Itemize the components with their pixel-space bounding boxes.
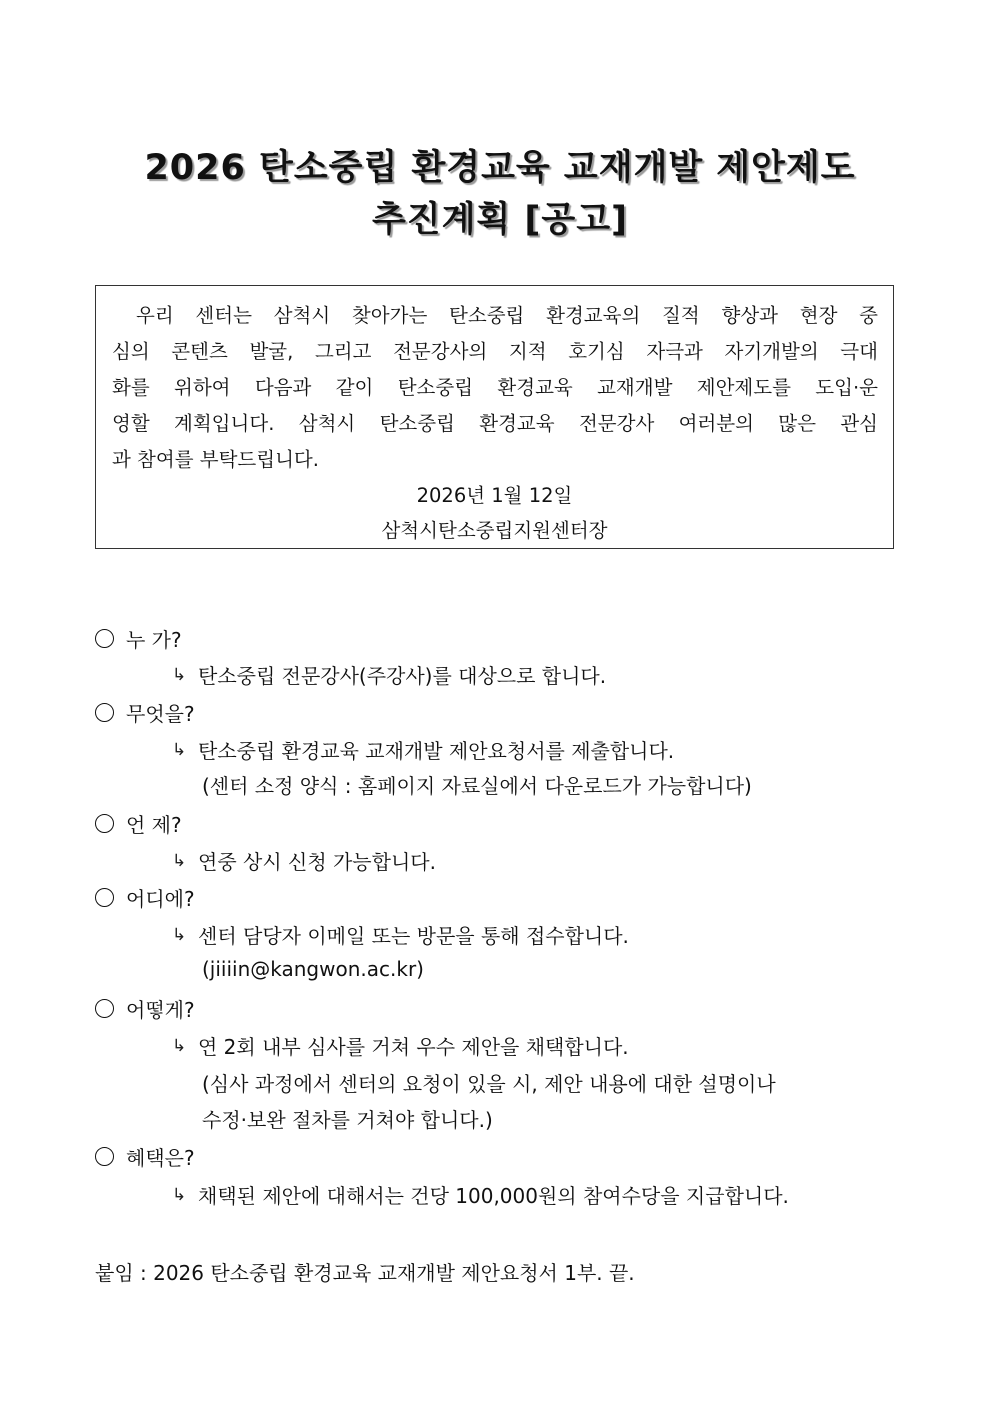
- question-who: [95, 624, 182, 653]
- question-label: 누 가?: [126, 628, 182, 652]
- curved-arrow-icon: ↳: [172, 1184, 187, 1205]
- answer-where: [172, 920, 629, 949]
- answer-how: [172, 1031, 629, 1060]
- answer-text: 채택된 제안에 대해서는 건당 100,000원의 참여수당을 지급합니다.: [198, 1184, 789, 1208]
- circle-bullet-icon: [95, 629, 114, 648]
- contact-email: (jiiiin@kangwon.ac.kr): [202, 957, 424, 981]
- notice-box: [95, 285, 894, 549]
- notice-signer: 삼척시탄소중립지원센터장: [381, 519, 608, 542]
- question-what: [95, 698, 195, 727]
- answer-when: [172, 846, 436, 875]
- answer-who: [172, 660, 606, 689]
- question-benefit: [95, 1142, 195, 1171]
- notice-line-3: 화를 위하여 다음과 같이 탄소중립 환경교육 교재개발 제안제도를 도입·운: [112, 376, 878, 399]
- document-title-line2: 추진계획 [공고]: [371, 200, 629, 240]
- circle-bullet-icon: [95, 814, 114, 833]
- notice-line-1: 우리 센터는 삼척시 찾아가는 탄소중립 환경교육의 질적 향상과 현장 중: [136, 304, 878, 327]
- circle-bullet-icon: [95, 999, 114, 1018]
- circle-bullet-icon: [95, 1147, 114, 1166]
- notice-line-5: 과 참여를 부탁드립니다.: [112, 448, 319, 471]
- answer-what: [172, 735, 674, 764]
- question-label: 어떻게?: [126, 998, 195, 1022]
- answer-text: 탄소중립 전문강사(주강사)를 대상으로 합니다.: [198, 664, 607, 688]
- question-label: 혜택은?: [126, 1146, 195, 1170]
- question-label: 어디에?: [126, 887, 195, 911]
- notice-line-4: 영할 계획입니다. 삼척시 탄소중립 환경교육 전문강사 여러분의 많은 관심: [112, 412, 878, 435]
- answer-benefit: [172, 1180, 789, 1209]
- answer-text: 연 2회 내부 심사를 거쳐 우수 제안을 채택합니다.: [198, 1035, 629, 1059]
- answer-text: 연중 상시 신청 가능합니다.: [198, 850, 436, 874]
- document-title-line1: 2026 탄소중립 환경교육 교재개발 제안제도: [144, 148, 856, 188]
- attachment-note: 붙임 : 2026 탄소중립 환경교육 교재개발 제안요청서 1부. 끝.: [95, 1261, 635, 1285]
- answer-text: 탄소중립 환경교육 교재개발 제안요청서를 제출합니다.: [198, 739, 675, 763]
- curved-arrow-icon: ↳: [172, 739, 187, 760]
- curved-arrow-icon: ↳: [172, 924, 187, 945]
- curved-arrow-icon: ↳: [172, 664, 187, 685]
- curved-arrow-icon: ↳: [172, 1035, 187, 1056]
- question-label: 언 제?: [126, 813, 182, 837]
- curved-arrow-icon: ↳: [172, 850, 187, 871]
- notice-line-2: 심의 콘텐츠 발굴, 그리고 전문강사의 지적 호기심 자극과 자기개발의 극대: [112, 340, 878, 363]
- question-how: [95, 994, 195, 1023]
- question-label: 무엇을?: [126, 702, 195, 726]
- answer-what-note: (센터 소정 양식 : 홈페이지 자료실에서 다운로드가 가능합니다): [202, 774, 752, 798]
- question-when: [95, 809, 182, 838]
- notice-date: 2026년 1월 12일: [416, 484, 573, 507]
- circle-bullet-icon: [95, 888, 114, 907]
- answer-text: 센터 담당자 이메일 또는 방문을 통해 접수합니다.: [198, 924, 629, 948]
- answer-how-note-1: (심사 과정에서 센터의 요청이 있을 시, 제안 내용에 대한 설명이나: [202, 1072, 776, 1096]
- circle-bullet-icon: [95, 703, 114, 722]
- question-where: [95, 883, 195, 912]
- answer-how-note-2: 수정·보완 절차를 거쳐야 합니다.): [202, 1108, 493, 1132]
